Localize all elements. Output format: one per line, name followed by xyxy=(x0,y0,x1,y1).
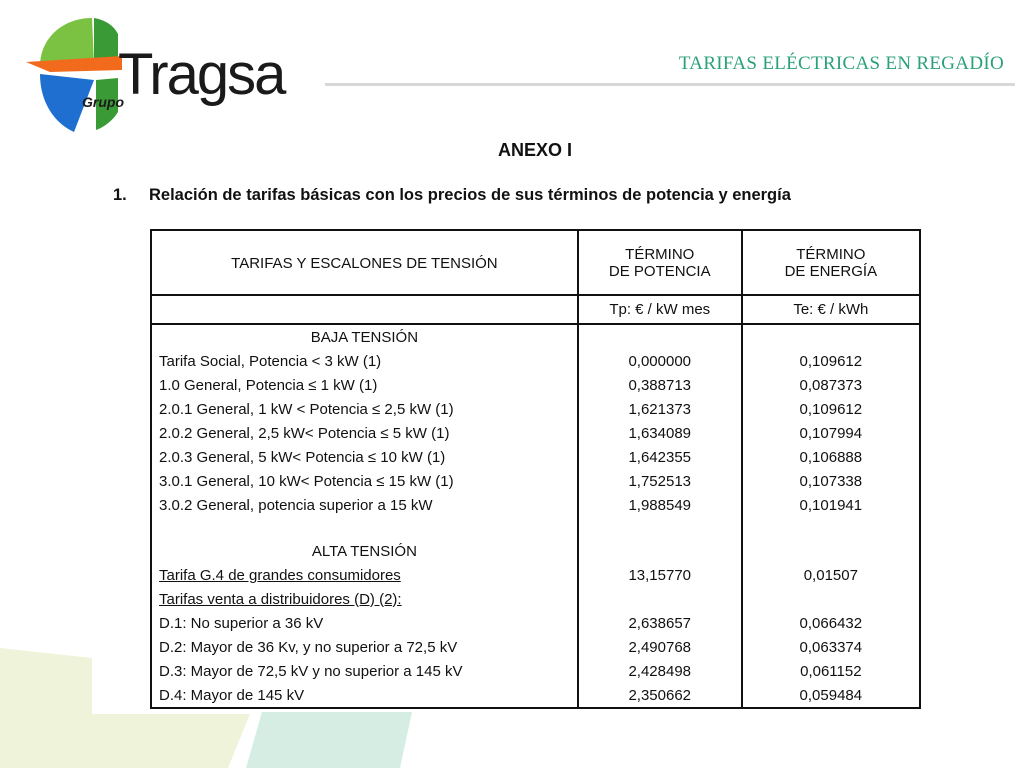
energy-value: 0,059484 xyxy=(742,683,920,708)
tariff-name: 2.0.1 General, 1 kW < Potencia ≤ 2,5 kW (1) xyxy=(151,397,578,421)
tragsa-logo xyxy=(22,14,292,138)
header-power-line1: TÉRMINO xyxy=(625,245,695,263)
tariff-name: D.1: No superior a 36 kV xyxy=(151,611,578,635)
power-value: 0,388713 xyxy=(578,373,742,397)
tariff-name: 3.0.1 General, 10 kW< Potencia ≤ 15 kW (1) xyxy=(151,469,578,493)
g4-tariff-label: Tarifa G.4 de grandes consumidores xyxy=(159,566,401,584)
tariff-table xyxy=(150,229,921,709)
tariff-name: 3.0.2 General, potencia superior a 15 kW xyxy=(151,493,578,517)
group-label-low-voltage: BAJA TENSIÓN xyxy=(151,324,578,349)
power-value: 1,988549 xyxy=(578,493,742,517)
power-value: 1,642355 xyxy=(578,445,742,469)
annex-title: ANEXO I xyxy=(497,140,572,160)
header-tariffs: TARIFAS Y ESCALONES DE TENSIÓN xyxy=(151,230,578,295)
tariff-name: D.4: Mayor de 145 kV xyxy=(151,683,578,708)
units-energy: Te: € / kWh xyxy=(742,295,920,324)
table-row xyxy=(151,587,920,611)
table-row xyxy=(151,421,920,445)
header-energy-line1: TÉRMINO xyxy=(796,245,866,263)
energy-value: 0,063374 xyxy=(742,635,920,659)
tariff-name xyxy=(151,587,578,611)
power-value: 2,428498 xyxy=(578,659,742,683)
tariff-name: 2.0.2 General, 2,5 kW< Potencia ≤ 5 kW (1) xyxy=(151,421,578,445)
group-label-high-voltage: ALTA TENSIÓN xyxy=(151,539,578,563)
table-row xyxy=(151,469,920,493)
header-energy xyxy=(742,230,920,295)
table-header-row xyxy=(151,230,920,295)
energy-value: 0,01507 xyxy=(742,563,920,587)
header-power xyxy=(578,230,742,295)
section-title: Relación de tarifas básicas con los precios de sus términos de potencia y energía xyxy=(149,186,791,204)
header-divider xyxy=(325,83,1015,86)
energy-value: 0,107994 xyxy=(742,421,920,445)
units-row xyxy=(151,295,920,324)
section-heading xyxy=(113,186,791,205)
energy-value: 0,061152 xyxy=(742,659,920,683)
units-power: Tp: € / kW mes xyxy=(578,295,742,324)
table-row xyxy=(151,683,920,708)
energy-value: 0,087373 xyxy=(742,373,920,397)
section-number: 1. xyxy=(113,186,127,204)
page-title: TARIFAS ELÉCTRICAS EN REGADÍO xyxy=(678,53,1004,74)
brand-name: Tragsa xyxy=(118,42,285,107)
table-row xyxy=(151,349,920,373)
tariff-name: 1.0 General, Potencia ≤ 1 kW (1) xyxy=(151,373,578,397)
energy-value: 0,106888 xyxy=(742,445,920,469)
power-value: 1,634089 xyxy=(578,421,742,445)
table-row xyxy=(151,611,920,635)
tariff-name: D.3: Mayor de 72,5 kV y no superior a 145 kV xyxy=(151,659,578,683)
header-energy-line2: DE ENERGÍA xyxy=(784,262,878,280)
group-row-low-voltage xyxy=(151,324,920,349)
energy-value: 0,107338 xyxy=(742,469,920,493)
tariff-name: D.2: Mayor de 36 Kv, y no superior a 72,5 kV xyxy=(151,635,578,659)
energy-value: 0,101941 xyxy=(742,493,920,517)
units-tariffs xyxy=(151,295,578,324)
group-row-high-voltage xyxy=(151,539,920,563)
header-power-line2: DE POTENCIA xyxy=(608,262,711,280)
table-row xyxy=(151,373,920,397)
table-row xyxy=(151,659,920,683)
tariff-name: 2.0.3 General, 5 kW< Potencia ≤ 10 kW (1) xyxy=(151,445,578,469)
power-value: 2,638657 xyxy=(578,611,742,635)
power-value: 0,000000 xyxy=(578,349,742,373)
tariff-name xyxy=(151,563,578,587)
distributors-label: Tarifas venta a distribuidores (D) (2): xyxy=(159,590,402,608)
spacer-row xyxy=(151,517,920,539)
power-value: 13,15770 xyxy=(578,563,742,587)
power-value: 1,752513 xyxy=(578,469,742,493)
power-value: 2,490768 xyxy=(578,635,742,659)
energy-value: 0,109612 xyxy=(742,397,920,421)
energy-value: 0,109612 xyxy=(742,349,920,373)
power-value: 1,621373 xyxy=(578,397,742,421)
tariff-name: Tarifa Social, Potencia < 3 kW (1) xyxy=(151,349,578,373)
table-row xyxy=(151,445,920,469)
power-value: 2,350662 xyxy=(578,683,742,708)
table-row xyxy=(151,563,920,587)
table-row xyxy=(151,397,920,421)
energy-value: 0,066432 xyxy=(742,611,920,635)
brand-subtitle: Grupo xyxy=(82,94,124,110)
table-row xyxy=(151,493,920,517)
table-row xyxy=(151,635,920,659)
